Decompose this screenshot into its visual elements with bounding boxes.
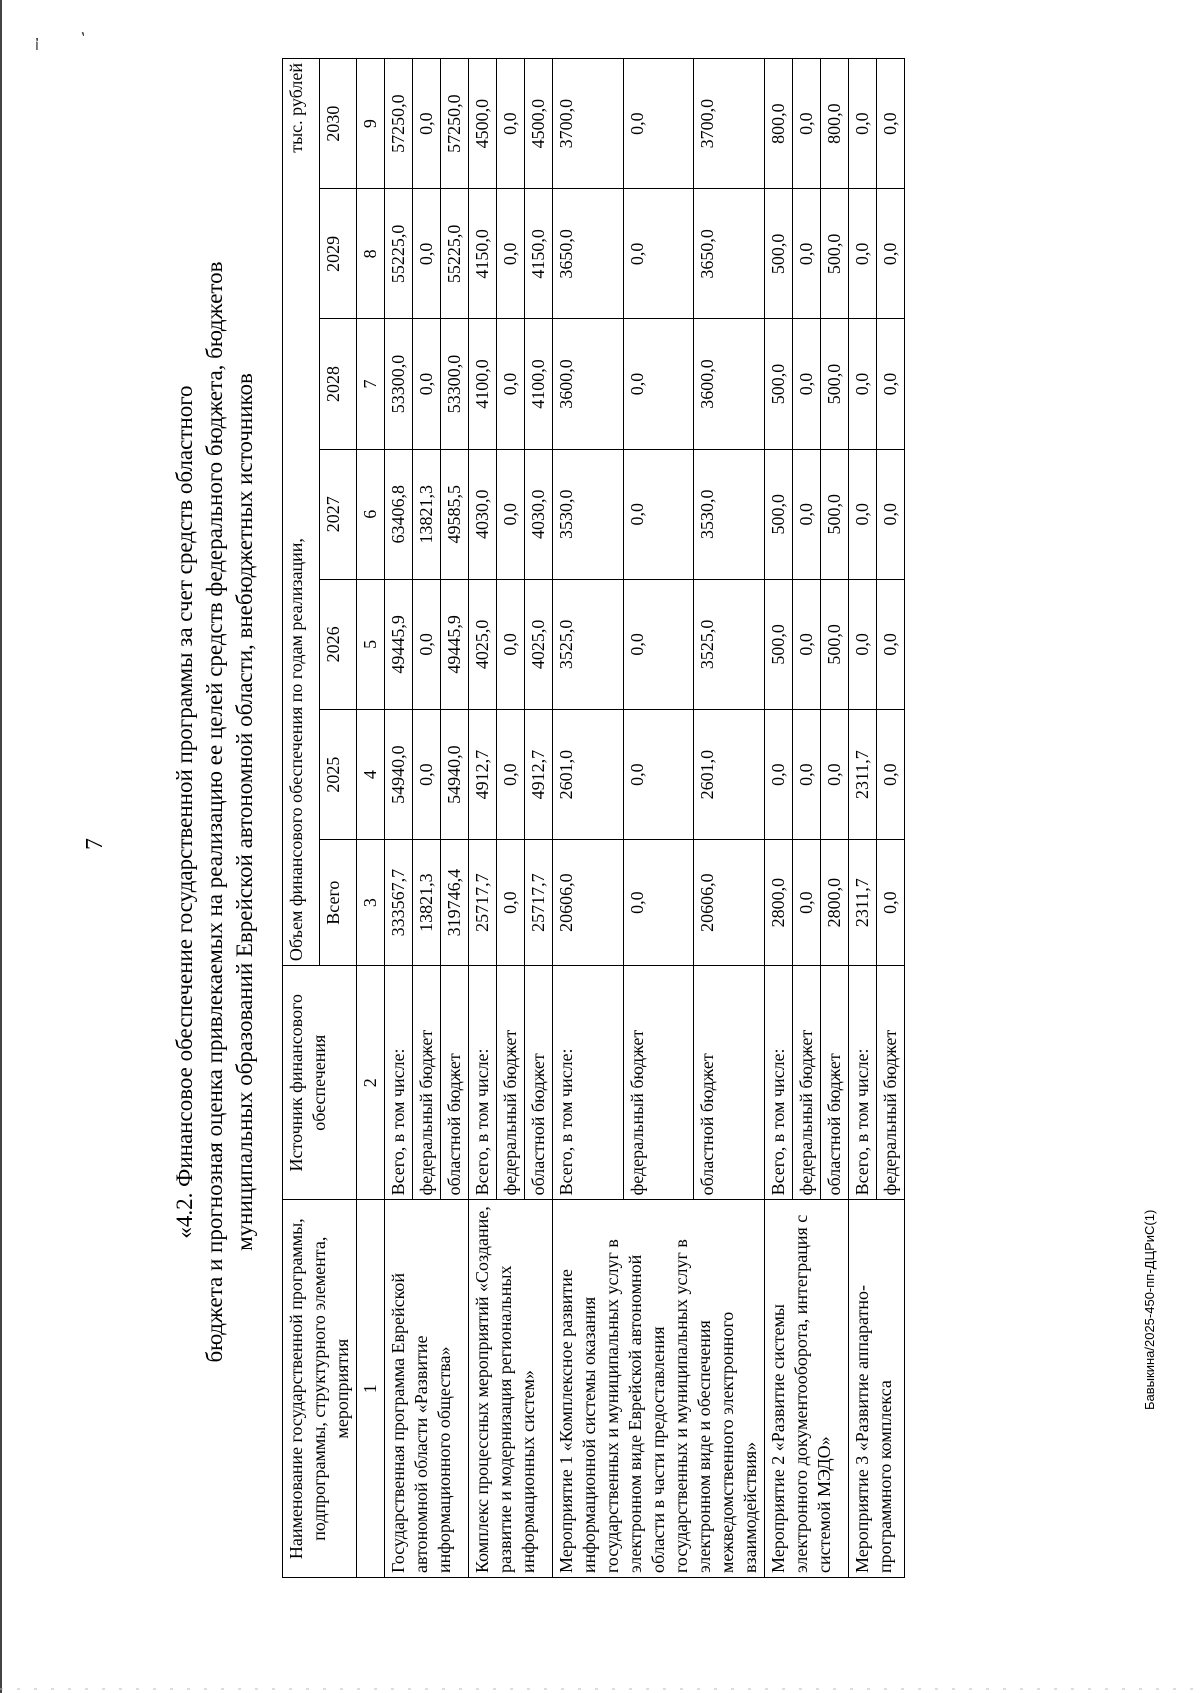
row-total-value: 0,0	[497, 840, 525, 966]
row-total-value: 25717,7	[525, 840, 553, 966]
row-year-value: 0,0	[877, 319, 905, 449]
row-year-value: 0,0	[765, 710, 793, 840]
row-year-value: 0,0	[849, 579, 877, 709]
row-year-value: 4912,7	[469, 710, 497, 840]
table-row	[469, 59, 497, 1578]
row-year-value: 3650,0	[553, 189, 624, 319]
row-year-value: 0,0	[821, 710, 849, 840]
row-year-value: 500,0	[821, 579, 849, 709]
column-number: 4	[357, 710, 385, 840]
row-year-value: 0,0	[623, 319, 694, 449]
row-year-value: 4150,0	[469, 189, 497, 319]
column-number: 2	[357, 966, 385, 1200]
row-year-value: 500,0	[765, 449, 793, 579]
row-year-value: 4150,0	[525, 189, 553, 319]
row-year-value: 0,0	[793, 449, 821, 579]
row-year-value: 49585,5	[441, 449, 469, 579]
title-line: «4.2. Финансовое обеспечение государственной программы за счет средств областного	[172, 385, 197, 1239]
table-body	[385, 59, 905, 1578]
row-year-value: 4030,0	[469, 449, 497, 579]
row-year-value: 57250,0	[441, 59, 469, 189]
row-total-value: 2800,0	[765, 840, 793, 966]
row-source: областной бюджет	[821, 966, 849, 1200]
row-source: федеральный бюджет	[877, 966, 905, 1200]
column-number: 6	[357, 449, 385, 579]
scan-speck: ı̓	[35, 38, 39, 54]
header-year: 2026	[320, 579, 357, 709]
row-year-value: 0,0	[623, 579, 694, 709]
row-year-value: 2601,0	[694, 710, 765, 840]
column-number: 3	[357, 840, 385, 966]
row-year-value: 3650,0	[694, 189, 765, 319]
row-year-value: 3525,0	[694, 579, 765, 709]
row-year-value: 54940,0	[441, 710, 469, 840]
row-year-value: 0,0	[793, 189, 821, 319]
row-year-value: 13821,3	[413, 449, 441, 579]
row-year-value: 0,0	[623, 59, 694, 189]
row-year-value: 0,0	[413, 710, 441, 840]
row-year-value: 0,0	[497, 449, 525, 579]
row-source: областной бюджет	[441, 966, 469, 1200]
row-year-value: 0,0	[877, 59, 905, 189]
row-source: федеральный бюджет	[413, 966, 441, 1200]
row-year-value: 0,0	[413, 59, 441, 189]
row-year-value: 0,0	[413, 189, 441, 319]
column-number-row	[357, 59, 385, 1578]
row-source: Всего, в том числе:	[765, 966, 793, 1200]
row-year-value: 55225,0	[441, 189, 469, 319]
header-year: 2030	[320, 59, 357, 189]
column-number: 8	[357, 189, 385, 319]
row-total-value: 0,0	[623, 840, 694, 966]
row-year-value: 0,0	[877, 710, 905, 840]
header-year: 2027	[320, 449, 357, 579]
row-source: Всего, в том числе:	[385, 966, 413, 1200]
table-row	[385, 59, 413, 1578]
row-year-value: 0,0	[413, 319, 441, 449]
row-year-value: 3600,0	[553, 319, 624, 449]
financing-table	[282, 58, 905, 1578]
row-year-value: 2601,0	[553, 710, 624, 840]
header-name: Наименование государственной программы, подпрограммы, структурного элемента, мероприятия	[283, 1200, 357, 1578]
header-year: 2029	[320, 189, 357, 319]
column-number: 7	[357, 319, 385, 449]
rotated-content	[170, 42, 1180, 1582]
row-total-value: 333567,7	[385, 840, 413, 966]
row-year-value: 0,0	[877, 579, 905, 709]
row-year-value: 500,0	[765, 319, 793, 449]
table-row	[553, 59, 624, 1578]
table-row	[765, 59, 793, 1578]
header-volume	[283, 59, 320, 966]
row-year-value: 0,0	[497, 319, 525, 449]
row-total-value: 0,0	[793, 840, 821, 966]
row-source: федеральный бюджет	[793, 966, 821, 1200]
row-year-value: 2311,7	[849, 710, 877, 840]
section-title	[170, 42, 290, 1582]
header-total: Всего	[320, 840, 357, 966]
row-source: Всего, в том числе:	[469, 966, 497, 1200]
row-year-value: 4030,0	[525, 449, 553, 579]
row-source: областной бюджет	[525, 966, 553, 1200]
row-total-value: 25717,7	[469, 840, 497, 966]
row-year-value: 49445,9	[441, 579, 469, 709]
row-year-value: 0,0	[623, 189, 694, 319]
row-year-value: 49445,9	[385, 579, 413, 709]
row-total-value: 2311,7	[849, 840, 877, 966]
column-number: 5	[357, 579, 385, 709]
row-year-value: 4100,0	[469, 319, 497, 449]
row-year-value: 4500,0	[469, 59, 497, 189]
title-line: бюджета и прогнозная оценка привлекаемых на реализацию ее целей средств федерального бюджета, бюджетов	[202, 261, 227, 1363]
table-row	[849, 59, 877, 1578]
row-year-value: 0,0	[497, 189, 525, 319]
row-name: Мероприятие 1 «Комплексное развитие информационной системы оказания государственных и муниципальных услуг в электронном виде Еврейской автономной области в части предоставления государственных и муниципальных услуг в электронном виде и обеспечения межведомственного электронного взаимодействия»	[553, 1200, 765, 1578]
row-year-value: 54940,0	[385, 710, 413, 840]
row-year-value: 0,0	[849, 189, 877, 319]
row-name: Комплекс процессных мероприятий «Создание, развитие и модернизация региональных информационных систем»	[469, 1200, 553, 1578]
row-year-value: 3530,0	[553, 449, 624, 579]
row-year-value: 0,0	[497, 710, 525, 840]
header-source: Источник финансового обеспечения	[283, 966, 357, 1200]
column-number: 1	[357, 1200, 385, 1578]
row-year-value: 0,0	[623, 449, 694, 579]
row-year-value: 500,0	[821, 319, 849, 449]
row-name: Мероприятие 3 «Развитие аппаратно-программного комплекса	[849, 1200, 905, 1578]
header-volume-label: Объем финансового обеспечения по годам реализации,	[286, 538, 306, 962]
row-year-value: 4025,0	[469, 579, 497, 709]
row-year-value: 0,0	[497, 59, 525, 189]
row-year-value: 0,0	[793, 710, 821, 840]
header-year: 2025	[320, 710, 357, 840]
row-year-value: 3700,0	[694, 59, 765, 189]
row-total-value: 13821,3	[413, 840, 441, 966]
row-year-value: 53300,0	[385, 319, 413, 449]
row-year-value: 0,0	[413, 579, 441, 709]
row-source: Всего, в том числе:	[849, 966, 877, 1200]
row-year-value: 500,0	[765, 189, 793, 319]
row-year-value: 53300,0	[441, 319, 469, 449]
row-year-value: 3700,0	[553, 59, 624, 189]
row-year-value: 800,0	[765, 59, 793, 189]
row-year-value: 0,0	[793, 59, 821, 189]
row-source: федеральный бюджет	[623, 966, 694, 1200]
row-year-value: 0,0	[623, 710, 694, 840]
row-year-value: 500,0	[821, 449, 849, 579]
row-year-value: 3525,0	[553, 579, 624, 709]
row-year-value: 0,0	[793, 579, 821, 709]
row-year-value: 0,0	[877, 449, 905, 579]
row-source: федеральный бюджет	[497, 966, 525, 1200]
row-source: областной бюджет	[694, 966, 765, 1200]
document-code: Бавыкина/2025-450-пп-ДЦРиС(1)	[1142, 1209, 1157, 1410]
row-year-value: 55225,0	[385, 189, 413, 319]
row-year-value: 4025,0	[525, 579, 553, 709]
row-year-value: 0,0	[497, 579, 525, 709]
row-total-value: 0,0	[877, 840, 905, 966]
row-year-value: 0,0	[849, 59, 877, 189]
financing-table-wrap	[282, 50, 905, 1578]
column-number: 9	[357, 59, 385, 189]
row-name: Мероприятие 2 «Развитие системы электронного документооборота, интеграция с системой МЭДО»	[765, 1200, 849, 1578]
row-year-value: 800,0	[821, 59, 849, 189]
row-total-value: 20606,0	[553, 840, 624, 966]
row-year-value: 500,0	[765, 579, 793, 709]
row-year-value: 3530,0	[694, 449, 765, 579]
row-year-value: 4500,0	[525, 59, 553, 189]
row-total-value: 2800,0	[821, 840, 849, 966]
header-unit: тыс. рублей	[286, 63, 306, 153]
page-number: 7	[82, 838, 108, 850]
row-total-value: 319746,4	[441, 840, 469, 966]
row-year-value: 57250,0	[385, 59, 413, 189]
row-year-value: 3600,0	[694, 319, 765, 449]
title-line: муниципальных образований Еврейской автономной области, внебюджетных источников	[232, 373, 257, 1251]
row-year-value: 0,0	[793, 319, 821, 449]
row-year-value: 4100,0	[525, 319, 553, 449]
row-year-value: 0,0	[877, 189, 905, 319]
header-year: 2028	[320, 319, 357, 449]
scan-speck: ʼ	[78, 28, 94, 47]
row-year-value: 500,0	[821, 189, 849, 319]
row-year-value: 63406,8	[385, 449, 413, 579]
row-year-value: 4912,7	[525, 710, 553, 840]
row-year-value: 0,0	[849, 319, 877, 449]
row-name: Государственная программа Еврейской автономной области «Развитие информационного общества»	[385, 1200, 469, 1578]
row-year-value: 0,0	[849, 449, 877, 579]
row-source: Всего, в том числе:	[553, 966, 624, 1200]
row-total-value: 20606,0	[694, 840, 765, 966]
